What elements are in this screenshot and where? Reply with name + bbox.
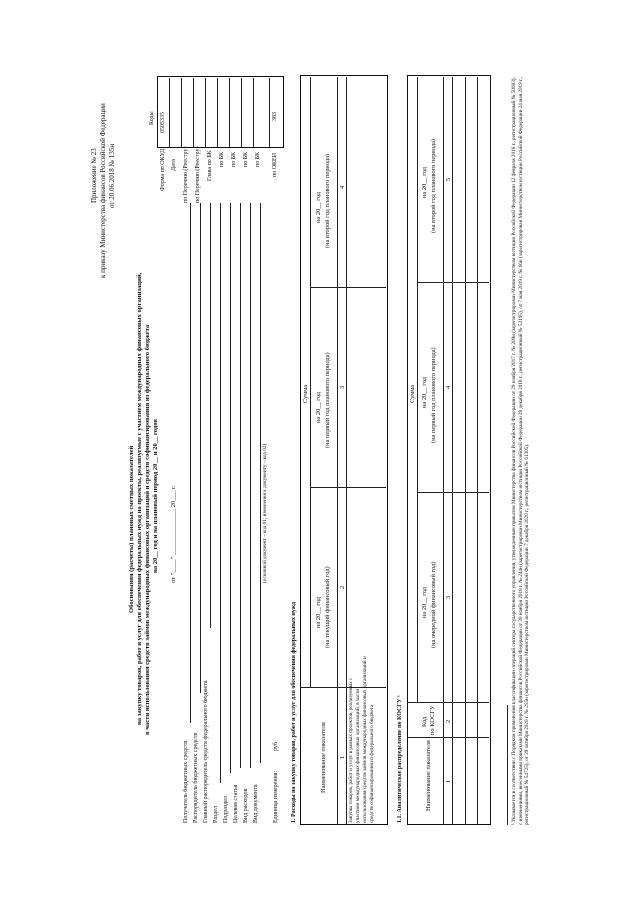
- s11-col4-desc: (на первый год планового периода): [430, 347, 437, 443]
- s11-num-4: 4: [445, 385, 452, 389]
- s11-num-3: 3: [445, 595, 452, 599]
- field-document-hint: (основной документ – код 01; изменения к документу – код 02): [262, 443, 268, 583]
- s11-col-code-2: по КОСГУ: [429, 705, 436, 735]
- label-glava: Глава по БК: [207, 150, 213, 181]
- label-bk-4: по БК: [255, 151, 261, 167]
- label-date: Дата: [171, 159, 177, 171]
- s11-col3-year: на 20__ год: [421, 587, 428, 618]
- field-manager: Распорядитель бюджетных средств: [193, 732, 199, 823]
- field-section: Раздел: [213, 806, 219, 823]
- rotated-form-sheet: [85, 63, 555, 843]
- s11-col3-desc: (на очередной финансовый год): [430, 561, 437, 648]
- section-11-title: 1.1. Аналитическое распределение по КОСГУ ¹: [397, 695, 403, 823]
- label-registry-1: по Перечню (Реестру): [183, 146, 189, 203]
- title-line-4: на 20__ год и на плановый период 20__ и 20__ годов: [152, 419, 159, 573]
- s1-col4-desc: (на второй год планового периода): [324, 153, 331, 248]
- footnote: ¹ Указывается в соответствии с Порядком применения классификации операций сектора государственного управления, утвержденным приказом Министерства финансов Российской Федерации от 29 ноября 2017 г. № 209н (зарегистрирован Министерством юстиции Российской Федерации 12 февраля 2018 г., регистрационный № 50003), с изменениями, внесенными приказами Министерства финансов Российской Федерации от 30 ноября 2018 г. № 244н (зарегистрирован Министерством юстиции Российской Федерации 28 декабря 2018 г., регистрационный № 53195), от 7 мая 2019 г. № 66н (зарегистрирован Министерством юстиции Российской Федерации 24 мая 2019 г., регистрационный № 54725), от 29 октября 2020 г. № 255н (зарегистрирован Министерством юстиции Российской Федерации 7 декабря 2020 г., регистрационный № 61305).: [511, 76, 530, 825]
- s11-col-name: Наименование показателя: [425, 740, 432, 811]
- label-registry-2: по Перечню (Реестру): [195, 146, 201, 203]
- s1-row-line-4: средств софинансирования из федерального бюджета: [369, 704, 375, 823]
- s1-num-1: 1: [339, 755, 346, 759]
- s1-num-4: 4: [339, 185, 346, 189]
- field-subsection: Подраздел: [223, 796, 229, 823]
- appendix-number: Приложение № 23: [90, 148, 98, 203]
- label-okei: по ОКЕИ: [272, 152, 278, 177]
- appendix-order-ref: к приказу Министерства финансов Российской Федерации: [99, 103, 107, 278]
- s1-row-line-2: участием международных финансовых организаций, в части: [355, 688, 361, 823]
- s11-col4-year: на 20__ год: [421, 377, 428, 408]
- title-line-3: в части использования средств займов международных финансовых организаций и средств софинансирования из федерального бюджета: [144, 324, 151, 735]
- s11-num-5: 5: [445, 177, 452, 181]
- s1-row-line-1: Закупка товаров, работ и услуг в рамках проектов, реализуемых с: [348, 677, 354, 823]
- title-line-2: на закупку товаров, работ и услуг для обеспечения федеральных нужд на проекты, реализуемые с участием международных финансовых организаций,: [136, 272, 143, 725]
- label-bk-1: по БК: [219, 151, 225, 167]
- field-recipient: Получатель бюджетных средств: [183, 740, 189, 823]
- s11-num-1: 1: [445, 779, 452, 783]
- s1-col2-year: на 20__ год: [315, 597, 322, 628]
- s1-col2-desc: (на текущий финансовый год): [324, 566, 331, 648]
- s1-num-2: 2: [339, 585, 346, 589]
- okei-code: 383: [272, 112, 278, 121]
- codes-box: [157, 76, 284, 148]
- field-chief-manager: Главный распорядитель средств федерального бюджета: [203, 680, 209, 823]
- field-document-type: Вид документа: [253, 784, 259, 823]
- s11-col5-desc: (на второй год планового периода): [430, 138, 437, 233]
- title-line-1: Обоснования (расчеты) плановых сметных показателей: [128, 445, 135, 613]
- label-bk-3: по БК: [243, 151, 249, 167]
- s11-col5-year: на 20__ год: [421, 167, 428, 198]
- section-11-table: [407, 75, 491, 825]
- section-1-title: 1. Расходы на закупку товаров, работ и услуг для обеспечения федеральных нужд: [291, 601, 297, 823]
- s1-col-name: Наименование показателя: [320, 722, 327, 793]
- s1-sum-header: Сумма: [302, 384, 309, 403]
- field-unit: Единица измерения:: [273, 770, 279, 823]
- s1-col4-year: на 20__ год: [315, 192, 322, 223]
- s11-sum-header: Сумма: [409, 384, 416, 403]
- okud-code: 0505335: [160, 112, 166, 133]
- s11-num-2: 2: [445, 719, 452, 723]
- appendix-order-date: от 20.06.2018 № 135н: [108, 143, 116, 208]
- label-okud: Форма по ОКУД: [160, 148, 166, 191]
- s1-col3-desc: (на первый год планового периода): [324, 352, 331, 448]
- field-unit-value: руб: [273, 742, 279, 751]
- s1-row-line-3: использования средств займов международных финансовых организаций и: [362, 656, 368, 823]
- field-expense-type: Вид расходов: [243, 788, 249, 823]
- label-bk-2: по БК: [231, 151, 237, 167]
- s11-col-code-1: Код: [421, 716, 428, 727]
- s1-num-3: 3: [339, 385, 346, 389]
- field-target-item: Целевая статья: [233, 784, 239, 823]
- date-line: от "____" ______________ 20___ г.: [170, 485, 177, 583]
- s1-col3-year: на 20__ год: [315, 392, 322, 423]
- codes-header: Коды: [149, 111, 155, 125]
